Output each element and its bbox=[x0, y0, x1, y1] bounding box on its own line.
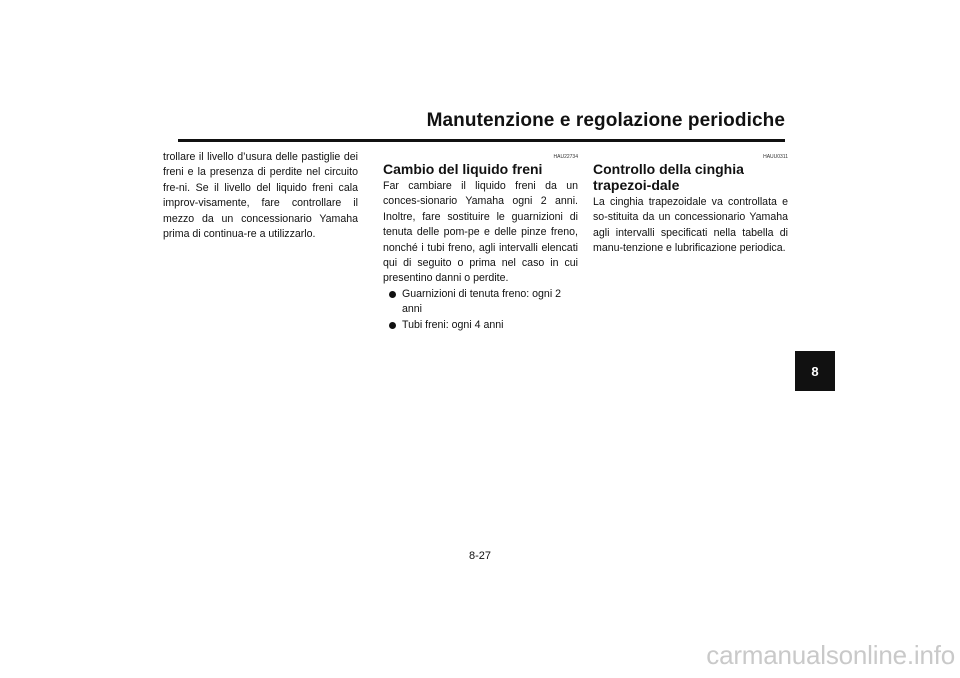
column-3 bbox=[593, 150, 788, 257]
header-rule bbox=[178, 139, 785, 142]
bullet-icon bbox=[389, 322, 396, 329]
section-code: HAUU0311 bbox=[763, 154, 788, 160]
list-item-text: Tubi freni: ogni 4 anni bbox=[402, 318, 504, 331]
section-text-v-belt: La cinghia trapezoidale va controllata e so-stituita da un concessionario Yamaha agli intervalli specificati nella tabella di manu-tenzione e lubrificazione periodica. bbox=[593, 196, 788, 255]
section-code: HAU22734 bbox=[553, 154, 578, 160]
page-number: 8-27 bbox=[468, 550, 492, 562]
page-title: Manutenzione e regolazione periodiche bbox=[426, 110, 785, 131]
list-item bbox=[389, 287, 578, 318]
bullet-icon bbox=[389, 291, 396, 298]
list-item bbox=[389, 318, 578, 333]
column-2 bbox=[383, 150, 578, 333]
list-item-text: Guarnizioni di tenuta freno: ogni 2 anni bbox=[402, 287, 562, 316]
section-heading-v-belt: Controllo della cinghia trapezoi-dale bbox=[593, 161, 744, 193]
section-text-brake-fluid: Far cambiare il liquido freni da un conces-sionario Yamaha ogni 2 anni. Inoltre, fare sostituire le guarnizioni di tenuta delle pom-pe e delle pinze freno, nonché i tubi freno, agli intervalli elencati qui di seguito o prima nel caso in cui presentino danni o perdite. bbox=[383, 180, 578, 285]
bullet-list bbox=[383, 287, 578, 333]
chapter-tab: 8 bbox=[795, 351, 835, 391]
watermark: carmanualsonline.info bbox=[706, 640, 955, 670]
column-1-text: trollare il livello d’usura delle pastiglie dei freni e la presenza di perdite nel circuito fre-ni. Se il livello del liquido freni cala improv-visamente, fare controllare il mezzo da un concessionario Yamaha prima di continua-re a utilizzarlo. bbox=[163, 151, 358, 241]
section-heading-brake-fluid: Cambio del liquido freni bbox=[383, 161, 543, 177]
column-1 bbox=[163, 150, 358, 242]
